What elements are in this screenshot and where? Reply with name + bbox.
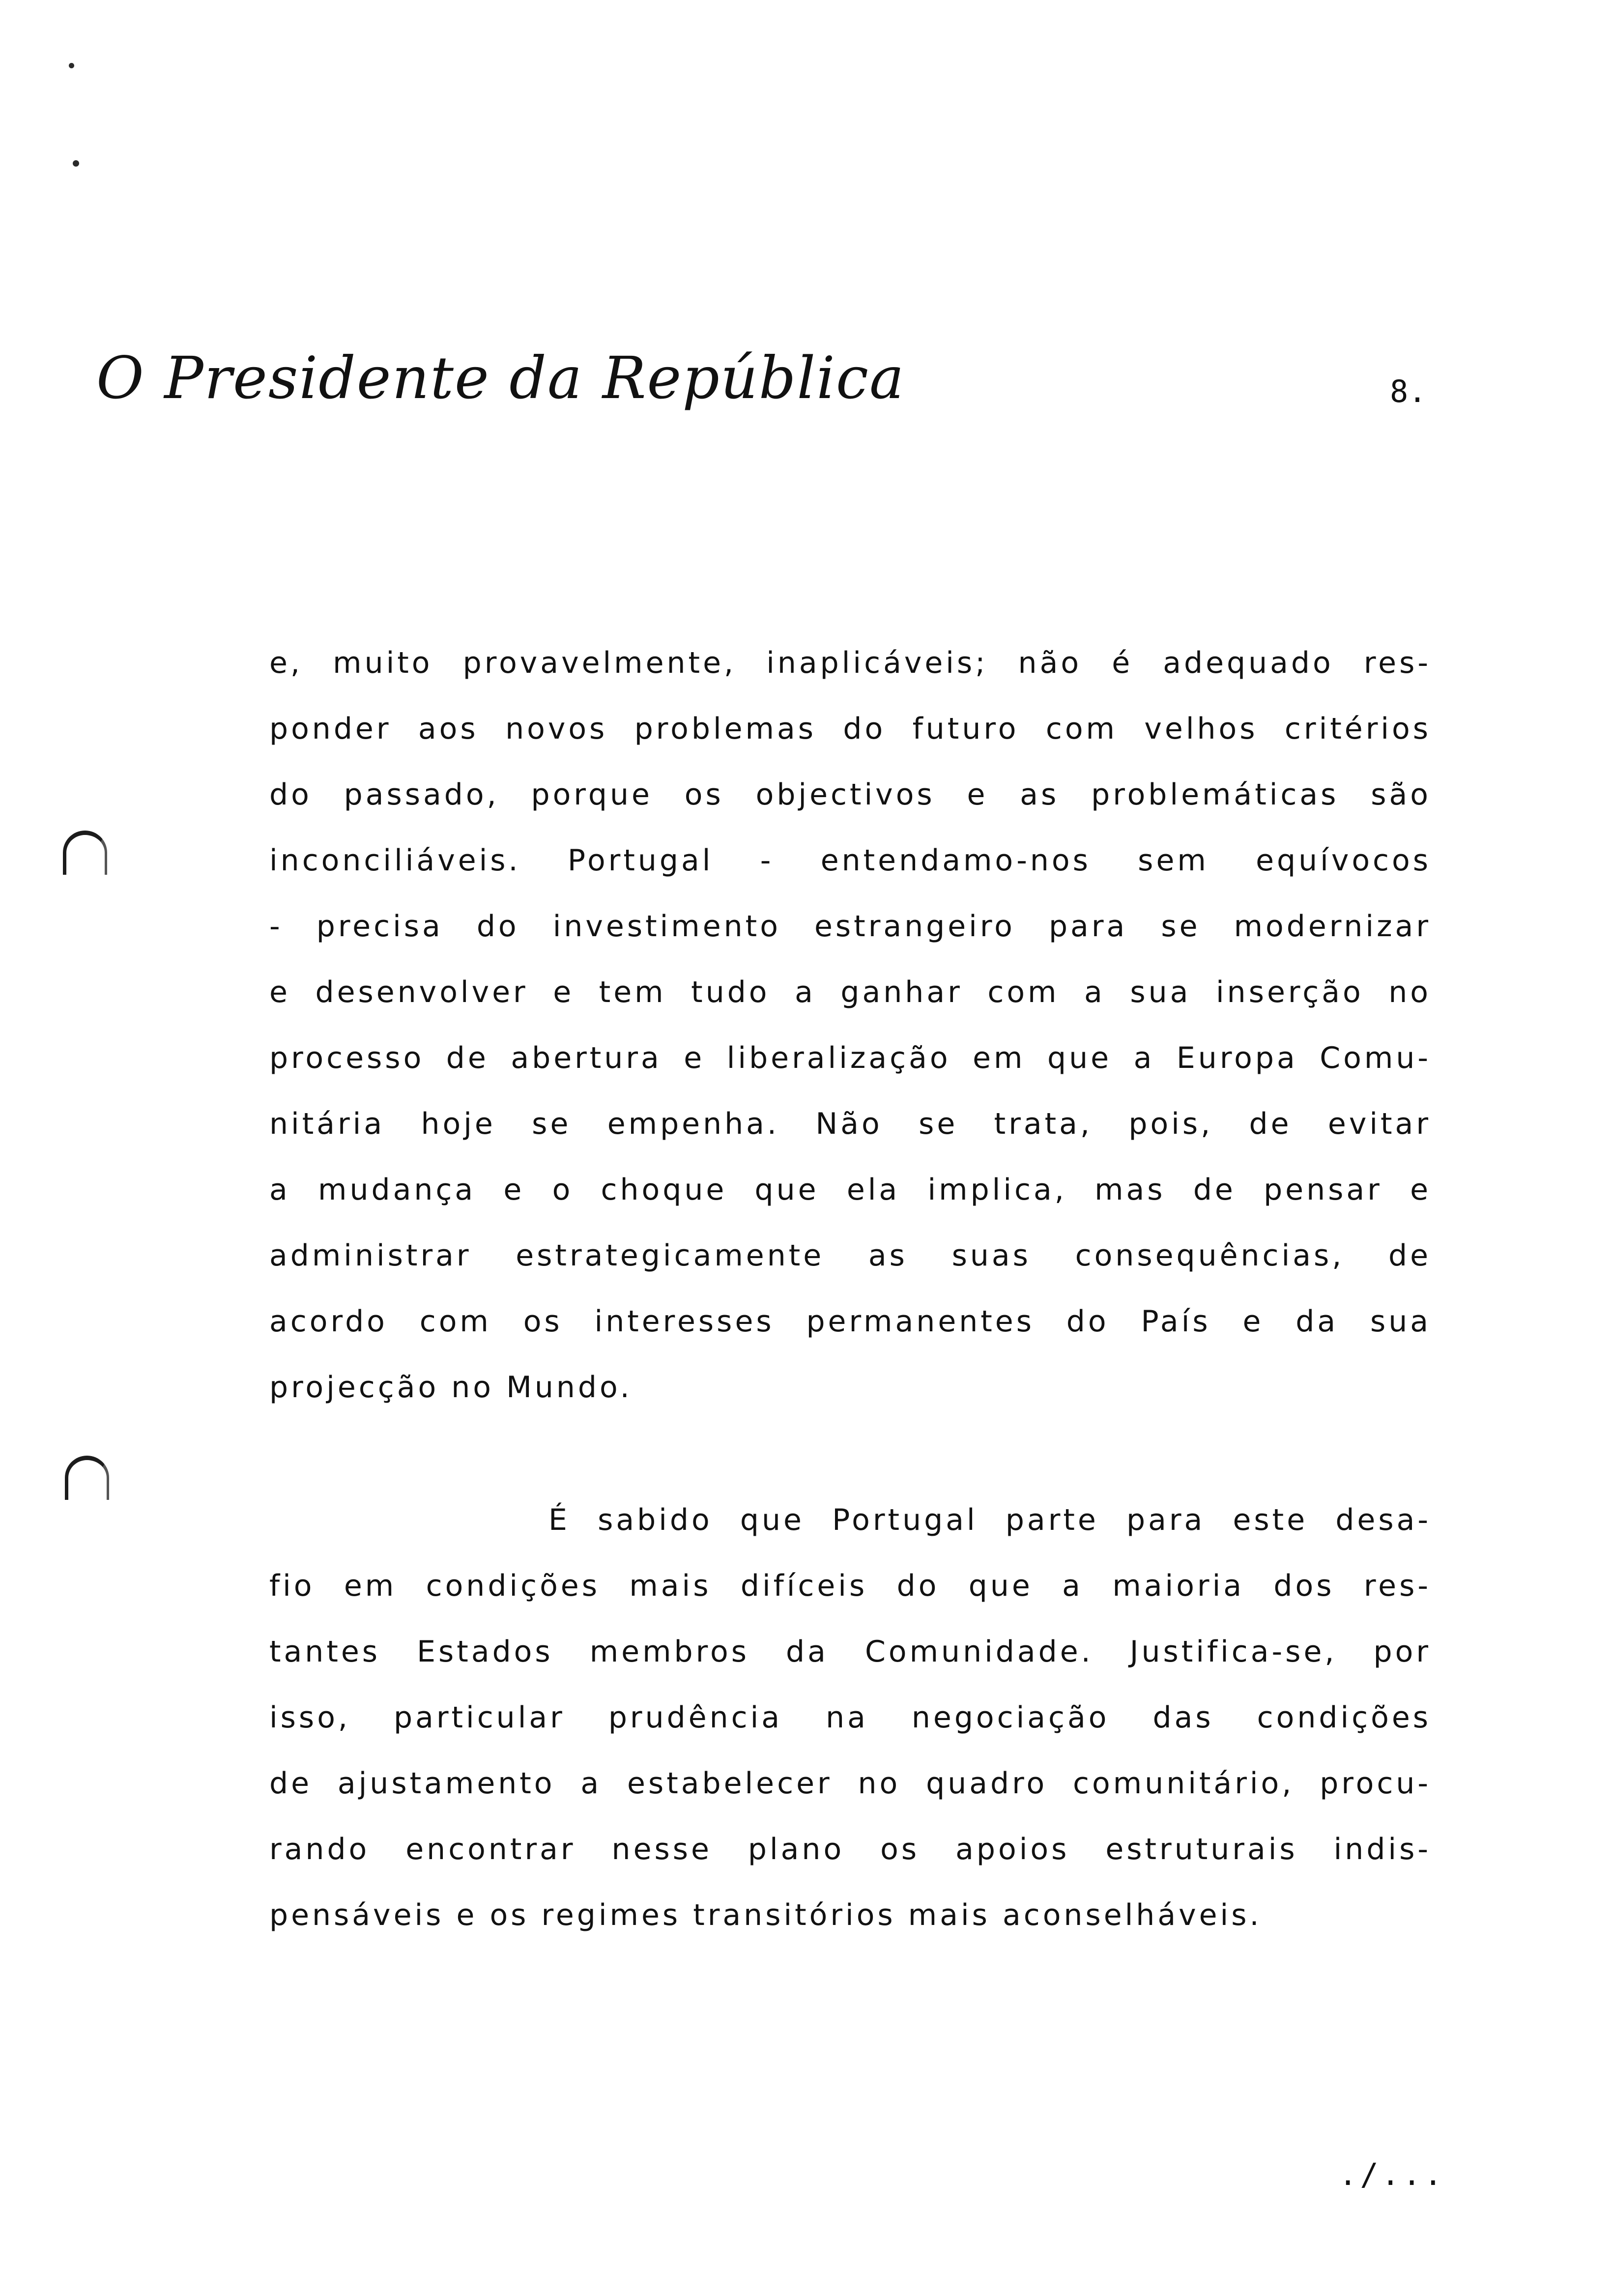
text-line: - precisa do investimento estrangeiro para se modernizar bbox=[269, 909, 1431, 944]
paragraph-1 bbox=[269, 630, 1431, 1420]
text-line: pensáveis e os regimes transitórios mais aconselháveis. bbox=[269, 1898, 1262, 1932]
text-line: e desenvolver e tem tudo a ganhar com a sua inserção no bbox=[269, 975, 1431, 1009]
letterhead: O Presidente da República bbox=[96, 344, 905, 412]
text-line: ponder aos novos problemas do futuro com velhos critérios bbox=[269, 712, 1431, 746]
punch-hole-mark bbox=[65, 1456, 109, 1500]
text-line: inconciliáveis. Portugal - entendamo-nos sem equívocos bbox=[269, 843, 1431, 878]
punch-hole-mark bbox=[63, 831, 107, 875]
text-line: isso, particular prudência na negociação das condições bbox=[269, 1700, 1431, 1735]
continuation-mark: ./... bbox=[1339, 2156, 1445, 2192]
text-line: fio em condições mais difíceis do que a maioria dos res- bbox=[269, 1569, 1431, 1603]
text-line: a mudança e o choque que ela implica, mas de pensar e bbox=[269, 1173, 1431, 1207]
text-line: do passado, porque os objectivos e as problemáticas são bbox=[269, 777, 1431, 812]
paragraph-2 bbox=[269, 1487, 1431, 1948]
scan-speck bbox=[69, 63, 74, 68]
text-line: É sabido que Portugal parte para este desa- bbox=[548, 1503, 1431, 1537]
text-line: administrar estrategicamente as suas consequências, de bbox=[269, 1238, 1431, 1273]
text-line: rando encontrar nesse plano os apoios estruturais indis- bbox=[269, 1832, 1431, 1866]
scan-speck bbox=[73, 160, 79, 167]
text-line: de ajustamento a estabelecer no quadro comunitário, procu- bbox=[269, 1766, 1431, 1801]
text-line: e, muito provavelmente, inaplicáveis; não é adequado res- bbox=[269, 646, 1431, 680]
page-number: 8. bbox=[1390, 373, 1427, 409]
text-line: tantes Estados membros da Comunidade. Justifica-se, por bbox=[269, 1635, 1431, 1669]
text-line: processo de abertura e liberalização em que a Europa Comu- bbox=[269, 1041, 1431, 1075]
text-line: acordo com os interesses permanentes do País e da sua bbox=[269, 1304, 1431, 1339]
text-line: nitária hoje se empenha. Não se trata, pois, de evitar bbox=[269, 1107, 1431, 1141]
text-line: projecção no Mundo. bbox=[269, 1370, 633, 1405]
